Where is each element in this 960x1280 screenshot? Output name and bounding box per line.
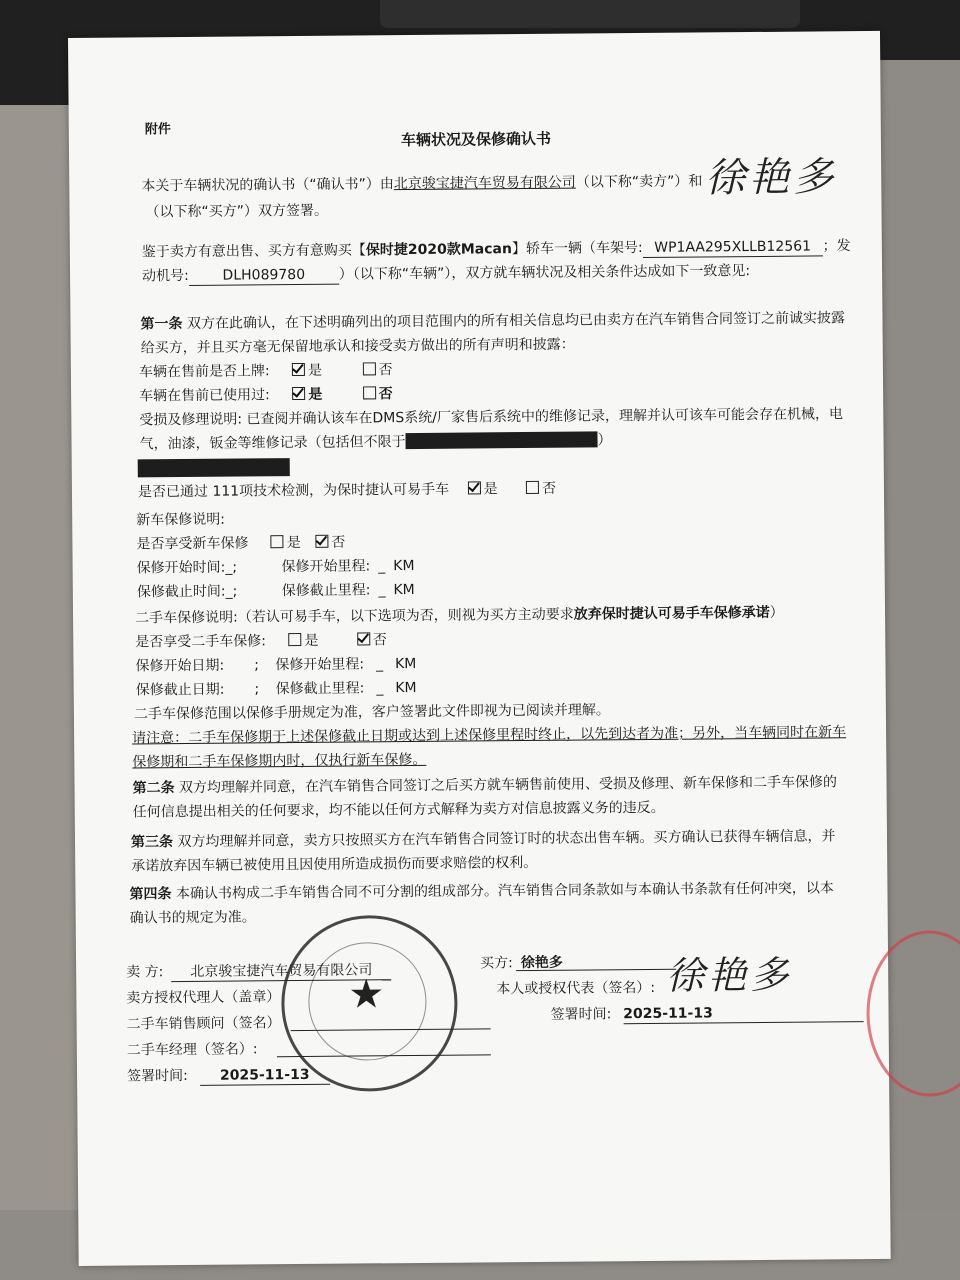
article-3-line-2: 承诺放弃因车辆已被使用且因使用所造成损伤而要求赔偿的权利。 bbox=[131, 854, 538, 875]
buyer-label: 买方: bbox=[480, 955, 513, 972]
notice-line-2: 保修期和二手车保修期内时，仅执行新车保修。 bbox=[132, 751, 427, 771]
end-km-value: _ bbox=[378, 582, 386, 599]
plated-no-checkbox[interactable] bbox=[362, 362, 375, 375]
no-label: 否 bbox=[331, 534, 346, 551]
damage-text-end: ） bbox=[597, 432, 612, 449]
article-1-line-2: 给买方，并且买方毫无保留地承认和接受卖方做出的所有声明和披露： bbox=[140, 336, 575, 357]
used-start-row bbox=[135, 655, 416, 675]
para-text: 鉴于卖方有意出售、买方有意购买【 bbox=[141, 242, 366, 261]
notice-line-1: 请注意：二手车保修期于上述保修截止日期或达到上述保修里程时终止，以先到达者为准；另外，当车辆同时在新车 bbox=[132, 724, 847, 747]
para-line-1 bbox=[142, 237, 851, 262]
new-warranty-yes-checkbox[interactable] bbox=[271, 535, 284, 548]
damage-line-2 bbox=[139, 431, 611, 453]
used-end-date-label: 保修截止日期: bbox=[135, 681, 225, 699]
km-unit: KM bbox=[393, 557, 415, 575]
article-1-line-1 bbox=[140, 309, 845, 333]
used-warranty-question: 是否享受二手车保修: bbox=[135, 633, 267, 651]
para-text-b: 】轿车一辆（车架号: bbox=[511, 239, 643, 258]
desk-object bbox=[380, 0, 800, 28]
buyer-date-value: 2025-11-13 bbox=[623, 1003, 863, 1024]
yes-label: 是 bbox=[308, 362, 323, 379]
new-warranty-no-checkbox[interactable] bbox=[315, 535, 328, 548]
used-warranty-note-bold: 放弃保时捷认可易手车保修承诺 bbox=[573, 604, 770, 623]
km-unit: KM bbox=[395, 655, 417, 673]
seller-date-label: 签署时间: bbox=[126, 1067, 188, 1085]
manager-row: 二手车经理（签名）: bbox=[126, 1041, 258, 1059]
no-label: 否 bbox=[378, 386, 393, 403]
article-4-text: 本确认书构成二手车销售合同不可分割的组成部分。汽车销售合同条款如与本确认书条款有任何冲突，以本 bbox=[175, 880, 834, 903]
new-end-row bbox=[137, 581, 415, 601]
document-title: 车辆状况及保修确认书 bbox=[400, 129, 551, 150]
buyer-date-label: 签署时间: bbox=[550, 1006, 612, 1023]
redacted-block-2 bbox=[138, 458, 290, 477]
inspection-row bbox=[138, 480, 556, 502]
article-2-text: 双方均理解并同意，在汽车销售合同签订之后买方就车辆售前使用、受损及修理、新车保修和二手车保修的 bbox=[178, 774, 838, 797]
new-warranty-row bbox=[136, 534, 345, 554]
company-seal bbox=[281, 915, 459, 1093]
used-start-date-label: 保修开始日期: bbox=[135, 657, 225, 675]
seller-value: 北京骏宝捷汽车贸易有限公司 bbox=[171, 961, 391, 982]
inspection-no-checkbox[interactable] bbox=[526, 481, 539, 494]
used-end-row bbox=[136, 679, 417, 699]
used-no-checkbox[interactable] bbox=[363, 386, 376, 399]
engine-number-field: DLH089780 bbox=[189, 266, 339, 286]
vin-field: WP1AA295XLLB12561 bbox=[643, 237, 823, 258]
inspection-question: 是否已通过 111项技术检测，为保时捷认可易手车 bbox=[137, 481, 450, 501]
document-page bbox=[68, 31, 891, 1266]
buyer-signature-top: 徐艳多 bbox=[705, 154, 838, 202]
article-4-line-2: 确认书的规定为准。 bbox=[129, 909, 256, 927]
seller-agent-row: 卖方授权代理人（盖章） bbox=[126, 989, 281, 1007]
used-warranty-row bbox=[135, 631, 387, 651]
article-3-label: 第三条 bbox=[130, 834, 174, 851]
yes-label: 是 bbox=[308, 386, 323, 403]
used-question: 车辆在售前已使用过: bbox=[139, 387, 270, 405]
car-model: 保时捷2020款Macan bbox=[365, 241, 512, 259]
used-end-date-value: ; bbox=[254, 681, 260, 698]
annex-label: 附件 bbox=[144, 122, 171, 138]
yes-label: 是 bbox=[483, 481, 498, 498]
start-km-value: _ bbox=[378, 558, 386, 575]
red-seal-partial bbox=[866, 930, 960, 1097]
warranty-scope: 二手车保修范围以保修手册规定为准，客户签署此文件即视为已阅读并理解。 bbox=[133, 702, 610, 723]
no-label: 否 bbox=[372, 632, 387, 649]
article-2-label: 第二条 bbox=[132, 780, 175, 797]
buyer-date-row bbox=[550, 1003, 863, 1025]
intro-text: 本关于车辆状况的确认书（“确认书”）由 bbox=[141, 176, 394, 195]
article-3-text: 双方均理解并同意，卖方只按照买方在汽车销售合同签订时的状态出售车辆。买方确认已获得车辆信息，并 bbox=[177, 828, 836, 851]
used-warranty-heading bbox=[135, 604, 784, 628]
seal-inner-ring bbox=[308, 942, 427, 1061]
used-warranty-title: 二手车保修说明: bbox=[134, 609, 238, 627]
intro-seller: 北京骏宝捷汽车贸易有限公司 bbox=[393, 174, 576, 193]
no-label: 否 bbox=[378, 362, 393, 379]
buyer-line bbox=[516, 969, 676, 971]
article-3-line-1 bbox=[131, 827, 836, 851]
used-start-date-value: ; bbox=[254, 657, 259, 674]
yes-label: 是 bbox=[286, 534, 301, 552]
used-row bbox=[139, 385, 393, 405]
no-label: 否 bbox=[541, 480, 557, 497]
used-start-km-label: 保修开始里程: bbox=[275, 656, 365, 674]
redacted-block bbox=[405, 431, 597, 449]
seller-date-row bbox=[127, 1066, 330, 1087]
end-date-label: 保修截止时间: bbox=[136, 583, 226, 601]
seller-date-value: 2025-11-13 bbox=[200, 1066, 330, 1086]
plated-question: 车辆在售前是否上牌: bbox=[138, 363, 270, 381]
article-2-line-1 bbox=[132, 773, 837, 797]
plated-yes-checkbox[interactable] bbox=[292, 363, 305, 376]
start-date-label: 保修开始时间: bbox=[136, 559, 226, 577]
para-text-d: 动机号: bbox=[142, 267, 189, 285]
yes-label: 是 bbox=[304, 632, 319, 649]
para-line-2 bbox=[142, 262, 750, 286]
inspection-yes-checkbox[interactable] bbox=[468, 481, 481, 494]
new-warranty-heading: 新车保修说明: bbox=[136, 511, 225, 529]
para-text-e: ）（以下称“车辆”），双方就车辆状况及相关条件达成如下一致意见: bbox=[338, 263, 751, 283]
damage-text: 气，油漆，钣金等维修记录（包括但不限于 bbox=[139, 434, 406, 453]
used-warranty-yes-checkbox[interactable] bbox=[288, 633, 301, 646]
buyer-value: 徐艳多 bbox=[520, 954, 563, 972]
used-yes-checkbox[interactable] bbox=[292, 387, 305, 400]
article-4-line-1 bbox=[129, 879, 834, 903]
km-unit: KM bbox=[395, 679, 417, 697]
intro-line-1 bbox=[141, 172, 702, 195]
damage-line-1: 受损及修理说明: 已查阅并确认该车在DMS系统/厂家售后系统中的维修记录，理解并认可该车可能会存在机械，电 bbox=[139, 406, 844, 429]
used-end-km-value: _ bbox=[376, 680, 384, 697]
intro-text-b: （以下称“卖方”）和 bbox=[575, 173, 703, 191]
used-warranty-note: （若认可易手车，以下选项为否，则视为买方主动要求 bbox=[237, 606, 574, 626]
article-2-line-2: 任何信息提出相关的任何要求，均不能以任何方式解释为卖方对信息披露义务的违反。 bbox=[132, 799, 665, 821]
article-4-label: 第四条 bbox=[129, 886, 172, 903]
used-warranty-note-end: ） bbox=[769, 604, 784, 621]
used-end-km-label: 保修截止里程: bbox=[275, 680, 365, 698]
start-km-label: 保修开始里程: bbox=[281, 558, 371, 576]
used-start-km-value: _ bbox=[376, 656, 384, 673]
seller-label: 卖 方: bbox=[126, 964, 164, 981]
start-date-value: _; bbox=[225, 559, 238, 576]
plated-row bbox=[139, 361, 393, 381]
consultant-row: 二手车销售顾问（签名） bbox=[126, 1015, 281, 1033]
article-1-label: 第一条 bbox=[140, 316, 183, 333]
new-start-row bbox=[137, 557, 415, 577]
end-km-label: 保修截止里程: bbox=[281, 582, 371, 600]
seal-star-icon: ★ bbox=[348, 971, 385, 1018]
end-date-value: _; bbox=[225, 583, 238, 600]
para-text-c: ；发 bbox=[822, 238, 851, 255]
buyer-signature-bottom: 徐艳多 bbox=[666, 952, 793, 998]
used-warranty-no-checkbox[interactable] bbox=[357, 632, 370, 645]
buyer-rep-row: 本人或授权代表（签名）: bbox=[496, 979, 656, 998]
intro-line-2: （以下称“买方”）双方签署。 bbox=[145, 202, 329, 221]
new-warranty-question: 是否享受新车保修 bbox=[136, 535, 249, 553]
km-unit: KM bbox=[393, 581, 415, 599]
article-1-text: 双方在此确认，在下述明确列出的项目范围内的所有相关信息均已由卖方在汽车销售合同签订之前诚实披露 bbox=[186, 310, 845, 332]
